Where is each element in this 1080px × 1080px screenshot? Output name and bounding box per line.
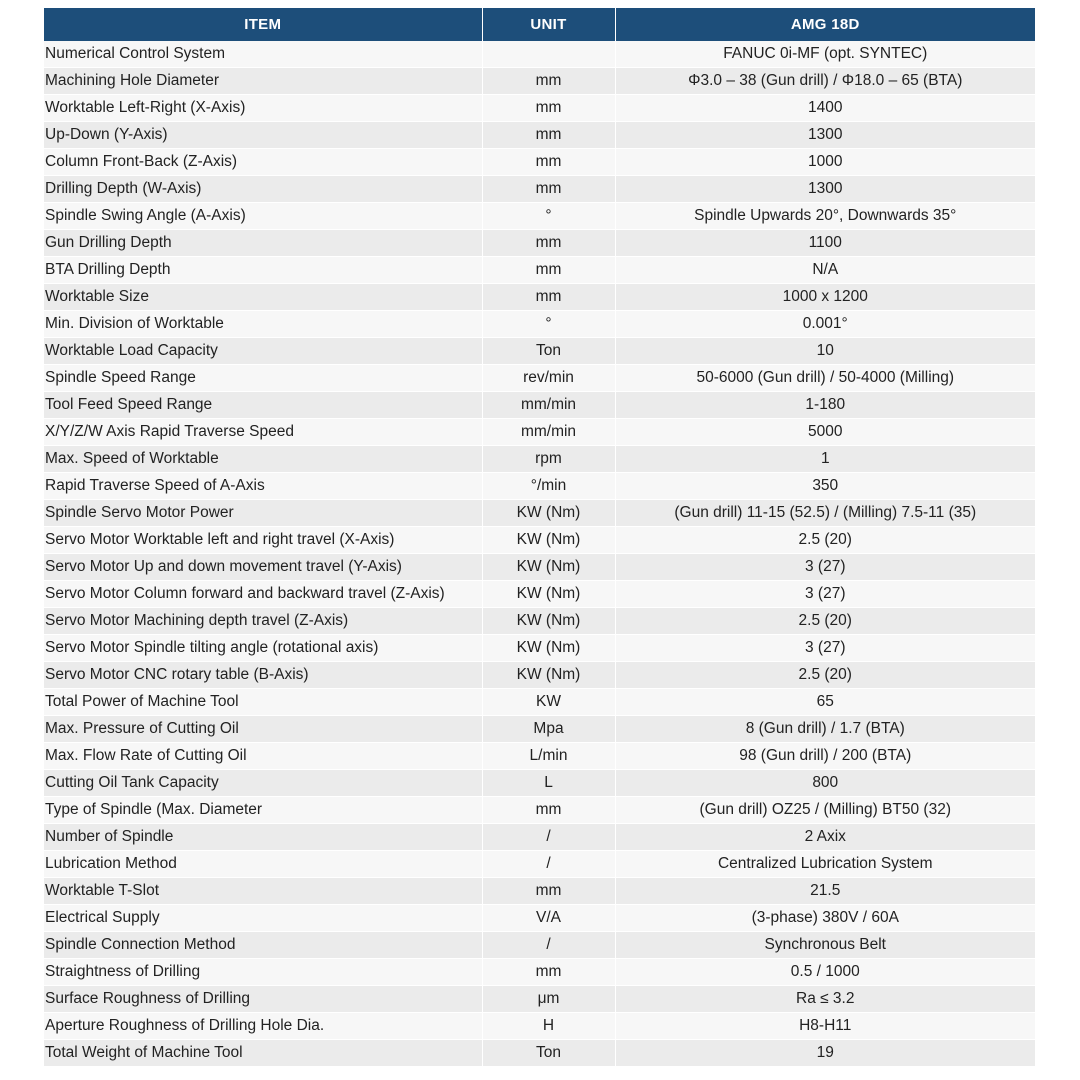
unit-cell: KW <box>482 689 615 716</box>
table-row <box>44 662 1035 689</box>
unit-cell: mm <box>482 122 615 149</box>
item-cell: Worktable T-Slot <box>44 878 482 905</box>
unit-cell: L <box>482 770 615 797</box>
unit-cell: rpm <box>482 446 615 473</box>
value-cell: 3 (27) <box>615 554 1035 581</box>
value-cell: N/A <box>615 257 1035 284</box>
value-cell: 10 <box>615 338 1035 365</box>
item-cell: Servo Motor Column forward and backward travel (Z-Axis) <box>44 581 482 608</box>
table-row <box>44 635 1035 662</box>
value-cell: Synchronous Belt <box>615 932 1035 959</box>
value-cell: 3 (27) <box>615 581 1035 608</box>
unit-cell: / <box>482 932 615 959</box>
value-cell: 1300 <box>615 176 1035 203</box>
item-cell: X/Y/Z/W Axis Rapid Traverse Speed <box>44 419 482 446</box>
value-cell: 1100 <box>615 230 1035 257</box>
unit-cell: mm/min <box>482 392 615 419</box>
table-row <box>44 473 1035 500</box>
value-cell: 1000 x 1200 <box>615 284 1035 311</box>
item-cell: Spindle Speed Range <box>44 365 482 392</box>
value-cell: 800 <box>615 770 1035 797</box>
item-cell: Lubrication Method <box>44 851 482 878</box>
item-cell: Tool Feed Speed Range <box>44 392 482 419</box>
item-cell: Column Front-Back (Z-Axis) <box>44 149 482 176</box>
item-cell: Servo Motor Up and down movement travel (Y-Axis) <box>44 554 482 581</box>
value-cell: 1 <box>615 446 1035 473</box>
table-row <box>44 446 1035 473</box>
unit-cell: mm <box>482 257 615 284</box>
unit-cell: mm/min <box>482 419 615 446</box>
value-cell: 1400 <box>615 95 1035 122</box>
item-cell: Aperture Roughness of Drilling Hole Dia. <box>44 1013 482 1040</box>
table-row <box>44 959 1035 986</box>
item-cell: Machining Hole Diameter <box>44 68 482 95</box>
value-cell: 19 <box>615 1040 1035 1067</box>
unit-cell: ° <box>482 311 615 338</box>
table-row <box>44 527 1035 554</box>
table-row <box>44 68 1035 95</box>
table-row <box>44 257 1035 284</box>
value-cell: 1-180 <box>615 392 1035 419</box>
value-cell: (Gun drill) OZ25 / (Milling) BT50 (32) <box>615 797 1035 824</box>
value-cell: Φ3.0 – 38 (Gun drill) / Φ18.0 – 65 (BTA) <box>615 68 1035 95</box>
table-row <box>44 41 1035 68</box>
value-cell: 0.001° <box>615 311 1035 338</box>
header-item: ITEM <box>44 8 482 41</box>
spec-table <box>44 8 1035 1067</box>
item-cell: Total Weight of Machine Tool <box>44 1040 482 1067</box>
table-row <box>44 122 1035 149</box>
item-cell: Spindle Connection Method <box>44 932 482 959</box>
table-row <box>44 905 1035 932</box>
header-row <box>44 8 1035 41</box>
value-cell: 98 (Gun drill) / 200 (BTA) <box>615 743 1035 770</box>
unit-cell: H <box>482 1013 615 1040</box>
item-cell: Electrical Supply <box>44 905 482 932</box>
unit-cell: mm <box>482 95 615 122</box>
item-cell: Max. Flow Rate of Cutting Oil <box>44 743 482 770</box>
value-cell: (3-phase) 380V / 60A <box>615 905 1035 932</box>
item-cell: Numerical Control System <box>44 41 482 68</box>
header-unit: UNIT <box>482 8 615 41</box>
unit-cell: Mpa <box>482 716 615 743</box>
item-cell: Max. Speed of Worktable <box>44 446 482 473</box>
unit-cell: KW (Nm) <box>482 662 615 689</box>
value-cell: 2 Axix <box>615 824 1035 851</box>
item-cell: Drilling Depth (W-Axis) <box>44 176 482 203</box>
unit-cell: / <box>482 851 615 878</box>
table-row <box>44 149 1035 176</box>
item-cell: Spindle Swing Angle (A-Axis) <box>44 203 482 230</box>
table-row <box>44 554 1035 581</box>
table-row <box>44 311 1035 338</box>
item-cell: Worktable Load Capacity <box>44 338 482 365</box>
value-cell: 2.5 (20) <box>615 662 1035 689</box>
table-header <box>44 8 1035 41</box>
value-cell: 50-6000 (Gun drill) / 50-4000 (Milling) <box>615 365 1035 392</box>
unit-cell: / <box>482 824 615 851</box>
value-cell: Centralized Lubrication System <box>615 851 1035 878</box>
table-row <box>44 689 1035 716</box>
table-row <box>44 95 1035 122</box>
item-cell: Number of Spindle <box>44 824 482 851</box>
item-cell: Type of Spindle (Max. Diameter <box>44 797 482 824</box>
unit-cell: μm <box>482 986 615 1013</box>
unit-cell: mm <box>482 878 615 905</box>
table-row <box>44 716 1035 743</box>
table-row <box>44 878 1035 905</box>
table-row <box>44 284 1035 311</box>
unit-cell: mm <box>482 797 615 824</box>
item-cell: Worktable Left-Right (X-Axis) <box>44 95 482 122</box>
unit-cell: mm <box>482 176 615 203</box>
unit-cell: ° <box>482 203 615 230</box>
item-cell: BTA Drilling Depth <box>44 257 482 284</box>
item-cell: Surface Roughness of Drilling <box>44 986 482 1013</box>
unit-cell: KW (Nm) <box>482 635 615 662</box>
value-cell: 21.5 <box>615 878 1035 905</box>
unit-cell: mm <box>482 230 615 257</box>
value-cell: 350 <box>615 473 1035 500</box>
value-cell: 2.5 (20) <box>615 527 1035 554</box>
table-row <box>44 365 1035 392</box>
table-row <box>44 851 1035 878</box>
value-cell: 3 (27) <box>615 635 1035 662</box>
value-cell: 8 (Gun drill) / 1.7 (BTA) <box>615 716 1035 743</box>
value-cell: Ra ≤ 3.2 <box>615 986 1035 1013</box>
table-row <box>44 176 1035 203</box>
unit-cell: KW (Nm) <box>482 554 615 581</box>
unit-cell: °/min <box>482 473 615 500</box>
table-row <box>44 1013 1035 1040</box>
unit-cell: mm <box>482 68 615 95</box>
item-cell: Up-Down (Y-Axis) <box>44 122 482 149</box>
table-row <box>44 392 1035 419</box>
item-cell: Servo Motor CNC rotary table (B-Axis) <box>44 662 482 689</box>
value-cell: 2.5 (20) <box>615 608 1035 635</box>
value-cell: 1300 <box>615 122 1035 149</box>
unit-cell: KW (Nm) <box>482 500 615 527</box>
unit-cell: mm <box>482 959 615 986</box>
item-cell: Min. Division of Worktable <box>44 311 482 338</box>
item-cell: Straightness of Drilling <box>44 959 482 986</box>
unit-cell: KW (Nm) <box>482 581 615 608</box>
value-cell: H8-H11 <box>615 1013 1035 1040</box>
item-cell: Servo Motor Worktable left and right travel (X-Axis) <box>44 527 482 554</box>
item-cell: Spindle Servo Motor Power <box>44 500 482 527</box>
value-cell: 1000 <box>615 149 1035 176</box>
value-cell: (Gun drill) 11-15 (52.5) / (Milling) 7.5-11 (35) <box>615 500 1035 527</box>
value-cell: 65 <box>615 689 1035 716</box>
value-cell: 5000 <box>615 419 1035 446</box>
unit-cell: Ton <box>482 338 615 365</box>
table-row <box>44 932 1035 959</box>
table-row <box>44 743 1035 770</box>
value-cell: 0.5 / 1000 <box>615 959 1035 986</box>
table-row <box>44 338 1035 365</box>
table-row <box>44 770 1035 797</box>
unit-cell: KW (Nm) <box>482 527 615 554</box>
item-cell: Rapid Traverse Speed of A-Axis <box>44 473 482 500</box>
table-row <box>44 419 1035 446</box>
item-cell: Cutting Oil Tank Capacity <box>44 770 482 797</box>
unit-cell <box>482 41 615 68</box>
unit-cell: rev/min <box>482 365 615 392</box>
table-row <box>44 608 1035 635</box>
table-row <box>44 230 1035 257</box>
table-row <box>44 986 1035 1013</box>
item-cell: Total Power of Machine Tool <box>44 689 482 716</box>
header-model: AMG 18D <box>615 8 1035 41</box>
value-cell: FANUC 0i-MF (opt. SYNTEC) <box>615 41 1035 68</box>
table-row <box>44 203 1035 230</box>
item-cell: Servo Motor Spindle tilting angle (rotational axis) <box>44 635 482 662</box>
item-cell: Max. Pressure of Cutting Oil <box>44 716 482 743</box>
table-row <box>44 500 1035 527</box>
table-row <box>44 797 1035 824</box>
unit-cell: mm <box>482 284 615 311</box>
table-row <box>44 581 1035 608</box>
table-row <box>44 1040 1035 1067</box>
value-cell: Spindle Upwards 20°, Downwards 35° <box>615 203 1035 230</box>
unit-cell: KW (Nm) <box>482 608 615 635</box>
item-cell: Servo Motor Machining depth travel (Z-Axis) <box>44 608 482 635</box>
item-cell: Gun Drilling Depth <box>44 230 482 257</box>
table-row <box>44 824 1035 851</box>
unit-cell: V/A <box>482 905 615 932</box>
unit-cell: mm <box>482 149 615 176</box>
item-cell: Worktable Size <box>44 284 482 311</box>
unit-cell: L/min <box>482 743 615 770</box>
table-body <box>44 41 1035 1067</box>
unit-cell: Ton <box>482 1040 615 1067</box>
